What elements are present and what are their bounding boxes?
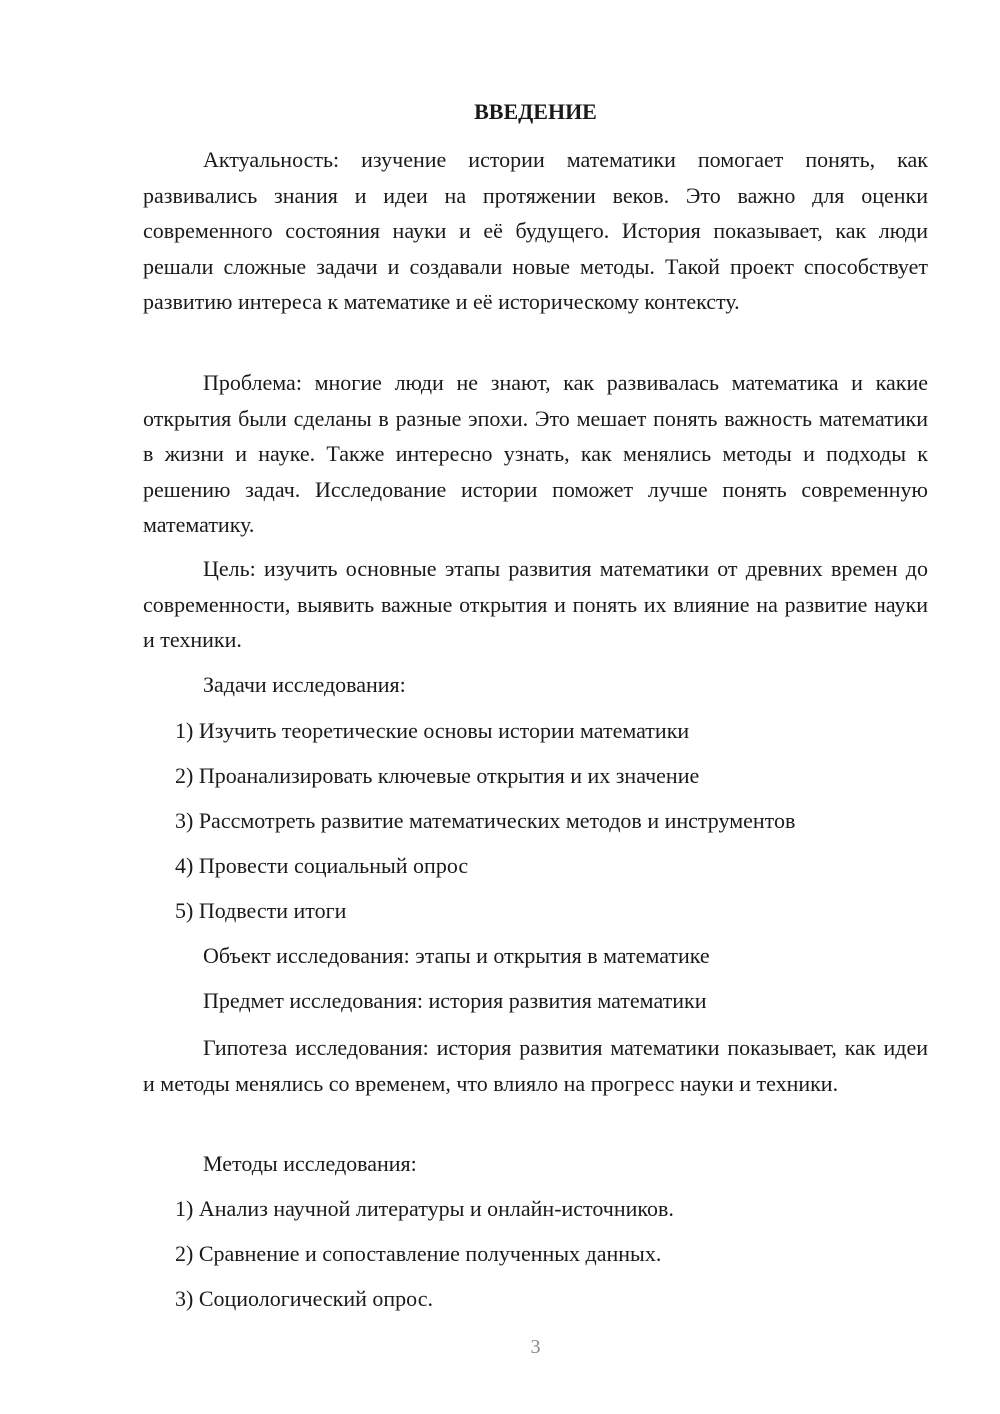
page-number: 3 (530, 1336, 541, 1358)
list-item: 1) Анализ научной литературы и онлайн-источников. (175, 1196, 674, 1221)
tasks-label: Задачи исследования: (203, 672, 406, 697)
list-item: 2) Проанализировать ключевые открытия и их значение (175, 763, 700, 788)
research-subject: Предмет исследования: история развития математики (203, 988, 707, 1013)
page-title: ВВЕДЕНИЕ (474, 99, 597, 124)
goal-paragraph: Цель: изучить основные этапы развития математики от древних времен до современности, выявить важные открытия и понять их влияние на развитие науки и техники. (143, 556, 928, 652)
list-item: 1) Изучить теоретические основы истории математики (175, 718, 690, 743)
document-page (143, 0, 928, 1414)
list-item: 4) Провести социальный опрос (175, 853, 469, 878)
relevance-paragraph: Актуальность: изучение истории математики помогает понять, как развивались знания и идеи на протяжении веков. Это важно для оценки современного состояния науки и её будущего. История показывает, как люди решали сложные задачи и создавали новые методы. Такой проект способствует развитию интереса к математике и её историческому контексту. (143, 147, 928, 314)
list-item: 5) Подвести итоги (175, 898, 347, 923)
hypothesis-paragraph: Гипотеза исследования: история развития математики показывает, как идеи и методы менялись со временем, что влияло на прогресс науки и техники. (143, 1035, 928, 1096)
list-item: 2) Сравнение и сопоставление полученных данных. (175, 1241, 662, 1266)
list-item: 3) Рассмотреть развитие математических методов и инструментов (175, 808, 796, 833)
list-item: 3) Социологический опрос. (175, 1286, 433, 1311)
research-object: Объект исследования: этапы и открытия в математике (203, 943, 710, 968)
problem-paragraph: Проблема: многие люди не знают, как развивалась математика и какие открытия были сделаны в разные эпохи. Это мешает понять важность математики в жизни и науке. Также интересно узнать, как менялись методы и подходы к решению задач. Исследование истории поможет лучше понять современную математику. (143, 370, 928, 537)
methods-label: Методы исследования: (203, 1151, 417, 1176)
